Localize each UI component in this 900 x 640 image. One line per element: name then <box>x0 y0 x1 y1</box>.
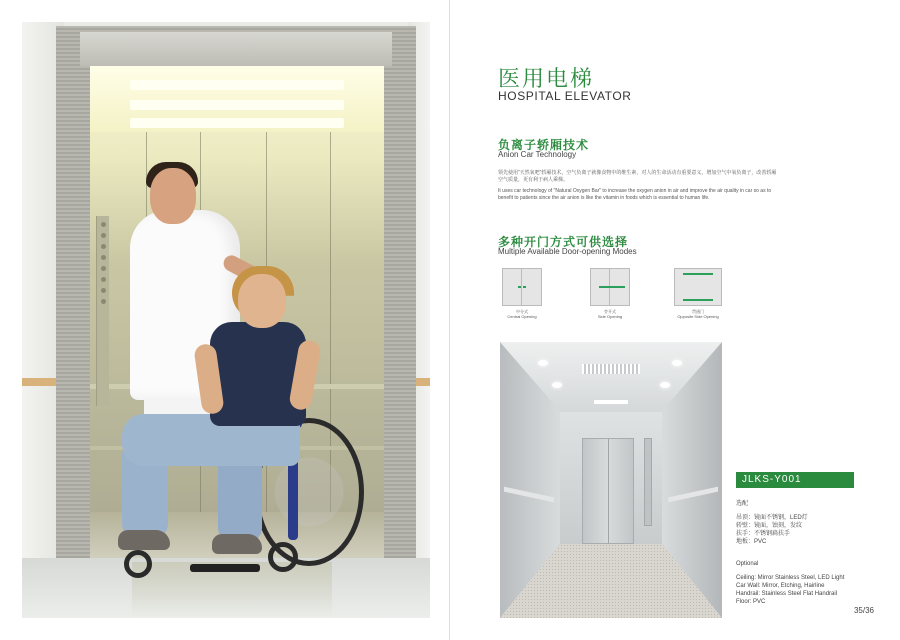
section1-body-cn: 领先使用“天然氧吧”轿厢技术，空气负离子就像食物中的维生素，对人的生命活动有重要意义，增加空气中氧负离子，改善轿厢空气质量，更有利于病人乘梯。 <box>498 170 777 183</box>
door-mode-label-en: Opposite Side Opening <box>677 314 719 319</box>
door-mode-central <box>486 268 558 319</box>
side-opening-icon <box>590 268 630 306</box>
elevator-car-product-photo <box>500 342 722 618</box>
section2-title-cn: 多种开门方式可供选择 <box>498 235 629 249</box>
wheelchair-footrest <box>190 564 260 572</box>
door-mode-label-cn: 中分式 <box>516 309 528 314</box>
nurse-head <box>150 168 196 224</box>
door-mode-label-en: Side Opening <box>597 314 623 319</box>
patient-head <box>238 274 286 328</box>
downlight <box>660 382 670 388</box>
central-opening-icon <box>502 268 542 306</box>
section1-body-en: It uses car technology of "Natural Oxygen Bar" to increase the oxygen anion in air and improve the air quality in car so as to benefit to patients since the air anion is like the vitamin in foods which is essential to human life. <box>498 188 772 201</box>
door-mode-label-en: Central Opening <box>507 314 537 319</box>
spec-heading-en: Optional <box>736 561 759 567</box>
patient-shoe <box>212 534 262 554</box>
opposite-side-opening-icon <box>674 268 722 306</box>
page-title-cn: 医用电梯 <box>498 66 595 91</box>
patient-figure <box>210 322 306 426</box>
car-ceiling <box>90 66 384 132</box>
wheelchair-caster <box>124 550 152 578</box>
section1-title-cn: 负离子轿厢技术 <box>498 138 590 152</box>
car-operating-panel <box>96 216 109 406</box>
patient-shoe <box>118 530 170 550</box>
ceiling-light-strip <box>594 400 628 404</box>
door-mode-side <box>574 268 646 319</box>
ceiling-light <box>130 100 344 110</box>
car-operating-panel <box>644 438 652 526</box>
model-badge: JLKS-Y001 <box>736 472 854 488</box>
downlight <box>552 382 562 388</box>
downlight <box>672 360 682 366</box>
spec-list-cn: 吊顶：镜面不锈钢，LED灯 轿壁：镜面，蚀刻，发纹 扶手：不锈钢扁扶手 地板：PVC <box>736 515 808 545</box>
downlight <box>538 360 548 366</box>
door-header <box>80 32 392 66</box>
page-number: 35/36 <box>853 606 874 615</box>
spec-heading-cn: 选配 <box>736 501 749 507</box>
door-mode-label-cn: 贯通门 <box>692 309 704 314</box>
page-title-en: HOSPITAL ELEVATOR <box>498 89 632 103</box>
ceiling-vent <box>582 364 640 374</box>
wheelchair-caster <box>268 542 298 572</box>
door-mode-label-cn: 旁开式 <box>604 309 616 314</box>
hospital-elevator-photo <box>22 22 430 618</box>
ceiling-light <box>130 80 344 90</box>
ceiling-light <box>130 118 344 128</box>
section2-title-en: Multiple Available Door-opening Modes <box>498 247 637 256</box>
door-mode-opposite <box>662 268 734 319</box>
spec-list-en: Ceiling: Mirror Stainless Steel, LED Light Car Wall: Mirror, Etching, Hairline Handrail: Stainless Steel Flat Handrail Floor: PVC <box>736 575 845 605</box>
right-page <box>450 0 900 640</box>
section1-title-en: Anion Car Technology <box>498 150 577 159</box>
car-door <box>582 438 634 544</box>
